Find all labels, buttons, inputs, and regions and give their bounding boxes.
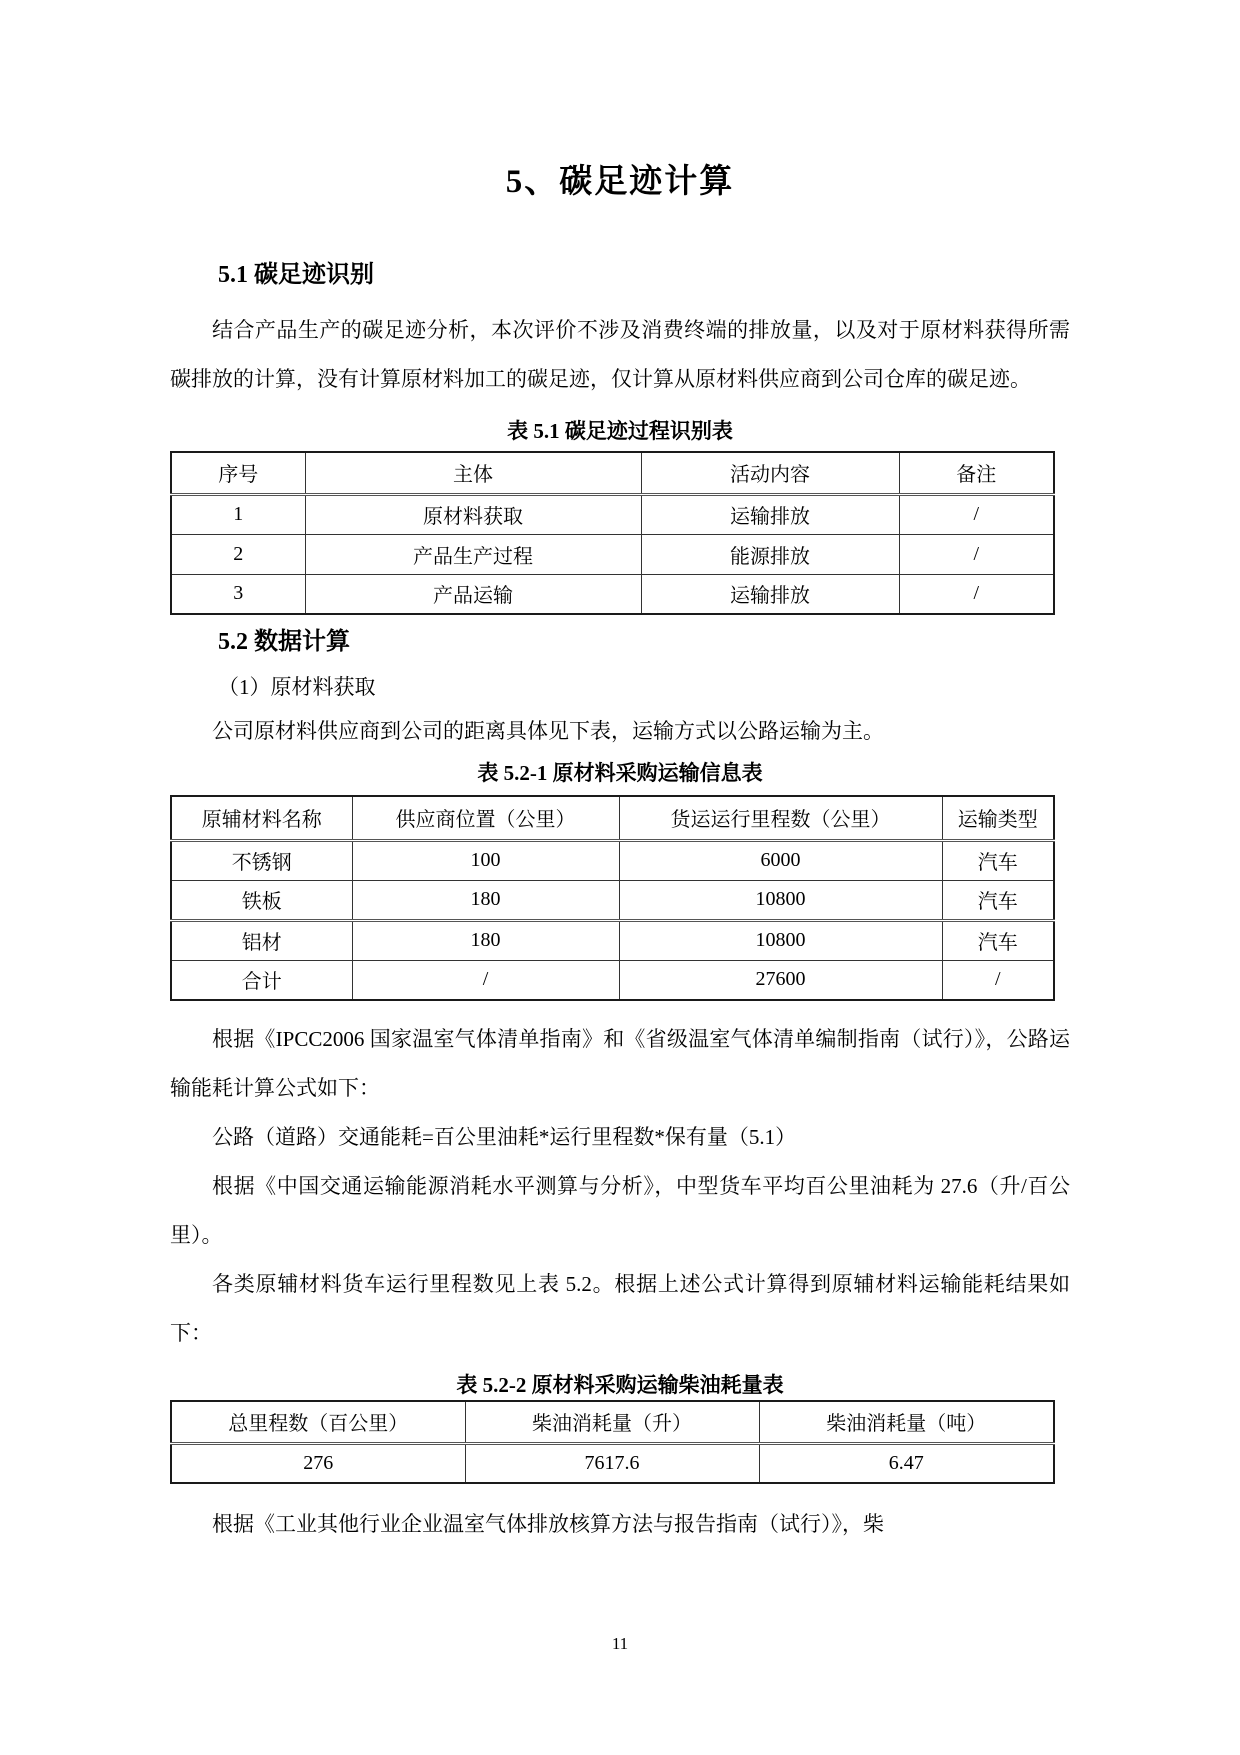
- section-5-1-heading: 5.1 碳足迹识别: [218, 262, 374, 288]
- table-cell: 汽车: [942, 920, 1054, 960]
- table-cell: /: [899, 574, 1054, 614]
- paragraph-intro: 公司原材料供应商到公司的距离具体见下表，运输方式以公路运输为主。: [212, 719, 884, 743]
- column-header: 序号: [171, 452, 305, 494]
- table-cell: 铁板: [171, 880, 352, 920]
- subsection-1-heading: （1）原材料获取: [218, 675, 376, 699]
- table-cell: 铝材: [171, 920, 352, 960]
- table-cell: 产品运输: [305, 574, 641, 614]
- table-5-2-1: [170, 795, 1055, 1001]
- column-header: 活动内容: [641, 452, 899, 494]
- table-row: [171, 880, 1054, 920]
- page-title: 5、碳足迹计算: [505, 164, 735, 200]
- table-cell: 27600: [619, 960, 942, 1000]
- page-number: 11: [611, 1634, 629, 1653]
- table-cell: 能源排放: [641, 534, 899, 574]
- table-cell: 运输排放: [641, 494, 899, 534]
- table-row: [171, 494, 1054, 534]
- table-5-2-1-caption: 表 5.2-1 原材料采购运输信息表: [477, 761, 763, 785]
- table-cell: 汽车: [942, 840, 1054, 880]
- column-header: 柴油消耗量（吨）: [759, 1401, 1054, 1443]
- table-5-1: [170, 451, 1055, 615]
- table-cell: 100: [352, 840, 619, 880]
- table-row: [171, 960, 1054, 1000]
- table-cell: /: [899, 534, 1054, 574]
- paragraph-formula: 公路（道路）交通能耗=百公里油耗*运行里程数*保有量（5.1）: [212, 1125, 797, 1149]
- table-cell: 原材料获取: [305, 494, 641, 534]
- paragraph-mileage: 各类原辅材料货车运行里程数见上表 5.2。根据上述公式计算得到原辅材料运输能耗结果如下：: [170, 1272, 1070, 1345]
- paragraph-fuel: 根据《中国交通运输能源消耗水平测算与分析》，中型货车平均百公里油耗为 27.6（升/百公里）。: [170, 1174, 1070, 1247]
- table-cell: 2: [171, 534, 305, 574]
- column-header: 供应商位置（公里）: [352, 796, 619, 840]
- paragraph-closing: 根据《工业其他行业企业温室气体排放核算方法与报告指南（试行）》，柴: [212, 1512, 884, 1536]
- table-cell: /: [352, 960, 619, 1000]
- table-cell: 7617.6: [465, 1443, 759, 1483]
- table-5-2-2-caption: 表 5.2-2 原材料采购运输柴油耗量表: [456, 1373, 784, 1397]
- table-row: [171, 1443, 1054, 1483]
- table-cell: 180: [352, 920, 619, 960]
- table-cell: 180: [352, 880, 619, 920]
- table-cell: 10800: [619, 880, 942, 920]
- table-cell: 6000: [619, 840, 942, 880]
- table-5-1-caption: 表 5.1 碳足迹过程识别表: [507, 419, 733, 443]
- table-row: [171, 920, 1054, 960]
- table-cell: 合计: [171, 960, 352, 1000]
- table-cell: 不锈钢: [171, 840, 352, 880]
- table-5-1-header-row: [171, 452, 1054, 494]
- table-cell: 产品生产过程: [305, 534, 641, 574]
- column-header: 柴油消耗量（升）: [465, 1401, 759, 1443]
- table-cell: 汽车: [942, 880, 1054, 920]
- paragraph-5-1: 结合产品生产的碳足迹分析，本次评价不涉及消费终端的排放量，以及对于原材料获得所需碳排放的计算，没有计算原材料加工的碳足迹，仅计算从原材料供应商到公司仓库的碳足迹。: [170, 318, 1070, 391]
- column-header: 总里程数（百公里）: [171, 1401, 465, 1443]
- section-5-2-heading: 5.2 数据计算: [218, 629, 350, 655]
- table-5-2-2: [170, 1400, 1055, 1484]
- table-cell: /: [942, 960, 1054, 1000]
- table-row: [171, 574, 1054, 614]
- table-row: [171, 534, 1054, 574]
- table-cell: 1: [171, 494, 305, 534]
- table-cell: /: [899, 494, 1054, 534]
- column-header: 原辅材料名称: [171, 796, 352, 840]
- column-header: 货运运行里程数（公里）: [619, 796, 942, 840]
- table-cell: 10800: [619, 920, 942, 960]
- table-5-2-1-header-row: [171, 796, 1054, 840]
- table-cell: 运输排放: [641, 574, 899, 614]
- column-header: 主体: [305, 452, 641, 494]
- table-cell: 6.47: [759, 1443, 1054, 1483]
- table-cell: 276: [171, 1443, 465, 1483]
- table-cell: 3: [171, 574, 305, 614]
- table-5-2-2-header-row: [171, 1401, 1054, 1443]
- table-row: [171, 840, 1054, 880]
- column-header: 运输类型: [942, 796, 1054, 840]
- paragraph-ipcc: 根据《IPCC2006 国家温室气体清单指南》和《省级温室气体清单编制指南（试行）》，公路运输能耗计算公式如下：: [170, 1027, 1070, 1100]
- column-header: 备注: [899, 452, 1054, 494]
